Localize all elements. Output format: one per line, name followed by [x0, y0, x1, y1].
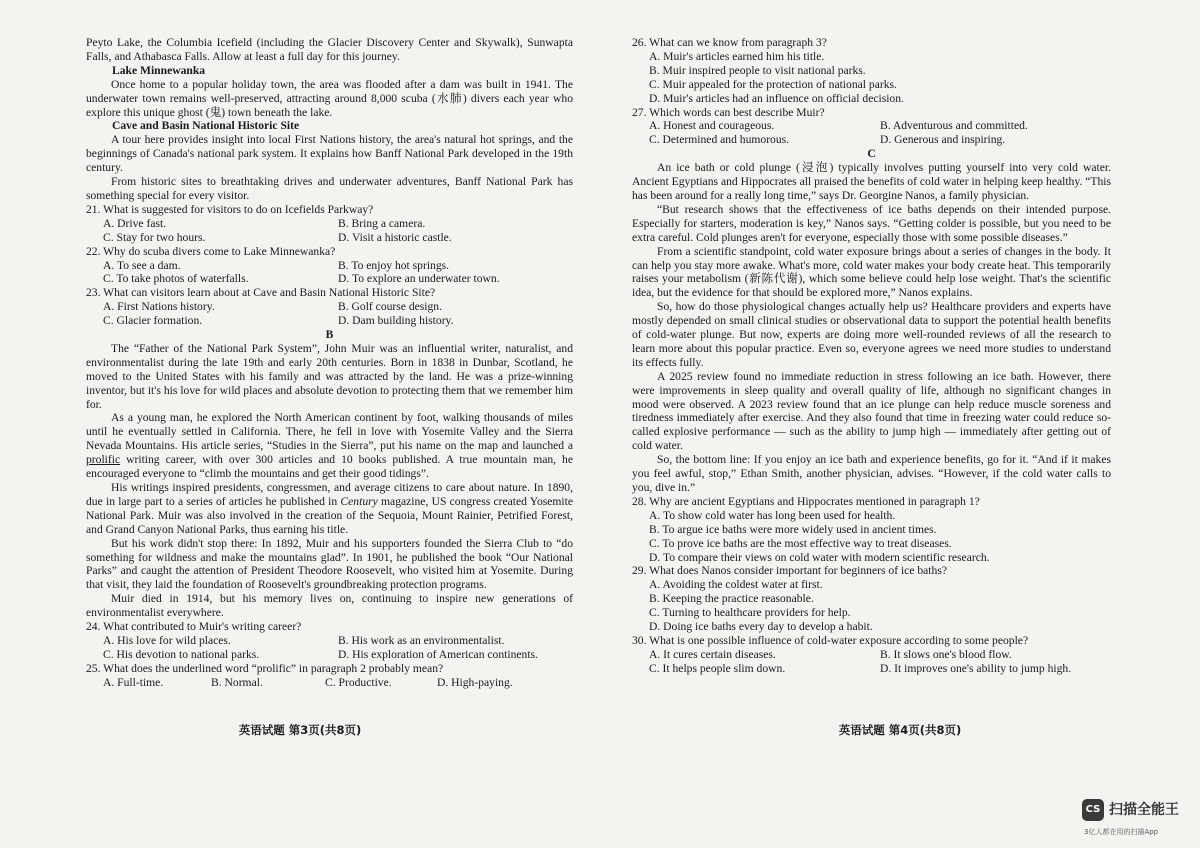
watermark-title: 扫描全能王 — [1109, 802, 1179, 818]
option-c: C. Productive. — [325, 675, 392, 689]
options — [649, 119, 1111, 147]
option-a: A. To see a dam. — [103, 258, 181, 272]
question-28 — [632, 495, 1111, 565]
passage-c-paragraph-6: So, the bottom line: If you enjoy an ice bath and experience benefits, go for it. “And if it makes you feel awful, stop,” Ethan Smith, another physician, advises. “However, if the cold water calls to you, dive in.” — [632, 453, 1111, 494]
passage-b-paragraph-4: But his work didn't stop there: In 1892, Muir and his supporters founded the Sierra Club to “do something for wildness and make the mountains glad”. In 1901, he published the book “Our National Parks” and caught the attention of President Theodore Roosevelt, who visited him at Yosemite. During that visit, they laid the foundation of Roosevelt's groundbreaking protection programs. — [86, 536, 573, 592]
passage-a-intro: Peyto Lake, the Columbia Icefield (including the Glacier Discovery Center and Skywalk), Sunwapta Falls, and Athabasca Falls. Allow at least a full day for this journey. — [86, 36, 573, 63]
option-c: C. His devotion to national parks. — [103, 647, 260, 661]
option-d: D. It improves one's ability to jump high. — [880, 661, 1072, 675]
option-a: A. Full-time. — [103, 675, 164, 689]
question-29 — [632, 564, 1111, 634]
paragraph-text: magazine, US congress created Yosemite National Park. Muir was also involved in the creation of the Sequoia, Mount Rainier, Petrified Forest, and Grand Canyon National Parks, thus earning his title. — [86, 494, 574, 536]
options — [103, 300, 573, 328]
option-c: C. It helps people slim down. — [649, 661, 786, 675]
passage-b-paragraph-5: Muir died in 1914, but his memory lives on, continuing to inspire new generations of environmentalist everywhere. — [86, 592, 573, 620]
question-21 — [86, 203, 573, 245]
option-a: A. Honest and courageous. — [649, 119, 775, 133]
passage-a-closing: From historic sites to breathtaking drives and underwater adventures, Banff National Park has something special for every visitor. — [86, 175, 573, 202]
options — [649, 509, 1111, 565]
underlined-word: prolific — [86, 453, 121, 467]
passage-c-paragraph-4: So, how do those physiological changes actually help us? Healthcare providers and experts have mostly depended on small clinical studies or observational data to support the potential health benefits of cold-water plunge. But now, experts are doing more well-rounded reviews of all the research to learn more about this popular practice. Even so, everyone agrees we need more studies to understand its effects fully. — [632, 300, 1111, 369]
option-d: D. High-paying. — [437, 675, 513, 689]
option-d: D. To explore an underwater town. — [338, 272, 500, 286]
option-b: B. To enjoy hot springs. — [338, 258, 450, 272]
option-b: B. Golf course design. — [338, 300, 443, 314]
option-b: B. Adventurous and committed. — [880, 119, 1028, 133]
camscanner-logo-icon: CS — [1082, 799, 1104, 821]
lake-minnewanka-text: Once home to a popular holiday town, the area was flooded after a dam was built in 1941. The underwater town remains well-preserved, attracting around 8,000 scuba (水肺) divers each year who explore this unique ghost (鬼) town beneath the lake. — [86, 77, 573, 119]
option-a: A. To show cold water has long been used for health. — [649, 508, 896, 522]
question-27 — [632, 106, 1111, 148]
passage-c-paragraph-5: A 2025 review found no immediate reduction in stress following an ice bath. However, there were improvements in sleep quality and overall quality of life, although no significant changes in mood were observed. A 2023 review found that an ice plunge can help reduce muscle soreness and tiredness immediately after exercise. And they also found that time in freezing water could reduce so-called explosive performance — such as the ability to jump high — immediately after getting out of cold water. — [632, 369, 1111, 453]
scanner-watermark — [1082, 797, 1194, 839]
paragraph-text: His writings inspired presidents, congressmen, and average citizens to care about nature. In 1890, due in large part to a series of articles he published in — [86, 481, 573, 508]
option-c: C. Stay for two hours. — [103, 230, 206, 244]
question-stem: 28. Why are ancient Egyptians and Hippocrates mentioned in paragraph 1? — [632, 494, 980, 508]
option-d: D. Doing ice baths every day to develop a habit. — [649, 620, 873, 634]
passage-c-paragraph-1: An ice bath or cold plunge (浸泡) typically involves putting yourself into very cold water. Ancient Egyptians and Hippocrates all praised the benefits of cold water in helping keep healthy. “This has been around for a really long time,” says Dr. Georgine Nanos, a family physician. — [632, 161, 1111, 202]
question-stem: 25. What does the underlined word “prolific” in paragraph 2 probably mean? — [86, 661, 444, 675]
options — [103, 676, 573, 690]
question-stem: 26. What can we know from paragraph 3? — [632, 36, 827, 49]
question-stem: 24. What contributed to Muir's writing career? — [86, 620, 302, 634]
question-22 — [86, 245, 573, 287]
option-d: D. Dam building history. — [338, 314, 454, 328]
paragraph-text: writing career, with over 300 articles and 10 books published. A true mountain man, he encouraged everyone to “climb the mountains and get their good tidings”. — [86, 453, 573, 481]
section-b-letter: B — [325, 328, 334, 342]
option-d: D. His exploration of American continents. — [338, 647, 538, 661]
page-footer: 英语试题 第3页(共8页) — [238, 723, 362, 737]
lake-minnewanka-heading: Lake Minnewanka — [112, 63, 206, 77]
question-stem: 22. Why do scuba divers come to Lake Minnewanka? — [86, 244, 336, 258]
question-stem: 21. What is suggested for visitors to do on Icefields Parkway? — [86, 202, 374, 216]
paragraph-text: As a young man, he explored the North American continent by foot, walking thousands of miles until he eventually settled in California. There, he fell in love with Yosemite Valley and the Sierra Nevada Mountains. His article series, “Studies in the Sierra”, put his name on the map and launched a — [86, 411, 573, 453]
question-30 — [632, 634, 1111, 676]
option-a: A. His love for wild places. — [103, 633, 231, 647]
left-column — [86, 36, 573, 690]
options — [103, 634, 573, 662]
question-25 — [86, 662, 573, 690]
option-b: B. To argue ice baths were more widely used in ancient times. — [649, 522, 937, 536]
option-c: C. To take photos of waterfalls. — [103, 272, 249, 286]
passage-c-paragraph-3: From a scientific standpoint, cold water exposure brings about a series of changes in the body. It can help you stay more awake. What's more, cold water makes your body create heat. This temporarily raises your metabolism (新陈代谢), which some believe could help lose weight. That's the scientific idea, but the evidence for that should be explored more,” Nanos explains. — [632, 244, 1111, 300]
question-stem: 30. What is one possible influence of cold-water exposure according to some people? — [632, 633, 1029, 647]
right-page — [600, 0, 1200, 848]
option-a: A. Avoiding the coldest water at first. — [649, 578, 823, 592]
option-c: C. Determined and humorous. — [649, 133, 790, 147]
question-stem: 29. What does Nanos consider important for beginners of ice baths? — [632, 564, 947, 578]
option-a: A. First Nations history. — [103, 300, 215, 314]
option-b: B. His work as an environmentalist. — [338, 633, 505, 647]
option-d: D. To compare their views on cold water with modern scientific research. — [649, 550, 990, 564]
right-column — [632, 36, 1111, 676]
question-stem: 23. What can visitors learn about at Cave and Basin National Historic Site? — [86, 286, 436, 300]
passage-b-paragraph-2 — [86, 411, 573, 481]
passage-b-paragraph-1: The “Father of the National Park System”, John Muir was an influential writer, naturalist, and environmentalist during the late 19th and early 20th centuries. Born in 1838 in Dunbar, Scotland, he moved to the United States with his family and was attracted by the land. He was a prize-winning inventor, but it's his love for wild places and absolute devotion to protecting them that we remember him for. — [86, 341, 573, 411]
question-stem: 27. Which words can best describe Muir? — [632, 105, 825, 119]
option-d: D. Generous and inspiring. — [880, 133, 1006, 147]
option-b: B. Keeping the practice reasonable. — [649, 592, 814, 606]
option-d: D. Visit a historic castle. — [338, 230, 452, 244]
options — [103, 217, 573, 245]
cave-basin-text: A tour here provides insight into local First Nations history, the area's natural hot springs, and the beginnings of Canada's national park system. It explains how Banff National Park developed in the 19th century. — [86, 133, 573, 175]
question-23 — [86, 286, 573, 328]
option-b: B. Normal. — [211, 675, 263, 689]
option-b: B. It slows one's blood flow. — [880, 647, 1012, 661]
option-b: B. Muir inspired people to visit national parks. — [649, 63, 866, 77]
options — [649, 50, 1111, 106]
page-footer: 英语试题 第4页(共8页) — [838, 723, 962, 737]
option-c: C. To prove ice baths are the most effective way to treat diseases. — [649, 536, 952, 550]
option-c: C. Muir appealed for the protection of national parks. — [649, 77, 897, 91]
option-a: A. Drive fast. — [103, 216, 167, 230]
option-d: D. Muir's articles had an influence on official decision. — [649, 91, 904, 105]
options — [103, 259, 573, 287]
magazine-title: Century — [340, 494, 378, 508]
option-a: A. Muir's articles earned him his title. — [649, 49, 825, 63]
option-a: A. It cures certain diseases. — [649, 647, 776, 661]
options — [649, 578, 1111, 634]
question-24 — [86, 620, 573, 662]
option-c: C. Glacier formation. — [103, 314, 203, 328]
watermark-subtitle: 3亿人都在用的扫描App — [1084, 828, 1159, 836]
option-c: C. Turning to healthcare providers for help. — [649, 606, 851, 620]
options — [649, 648, 1111, 676]
section-c-letter: C — [867, 147, 876, 161]
question-26 — [632, 36, 1111, 106]
option-b: B. Bring a camera. — [338, 216, 426, 230]
passage-c-paragraph-2: “But research shows that the effectiveness of ice baths depends on their intended purpose. Especially for starters, moderation is key,” Nanos says. “Getting colder is possible, but you need to be extra careful. Cold plunges aren't for everyone, especially those with some possible diseases.” — [632, 202, 1111, 244]
passage-b-paragraph-3 — [86, 481, 573, 537]
cave-basin-heading: Cave and Basin National Historic Site — [112, 119, 300, 133]
